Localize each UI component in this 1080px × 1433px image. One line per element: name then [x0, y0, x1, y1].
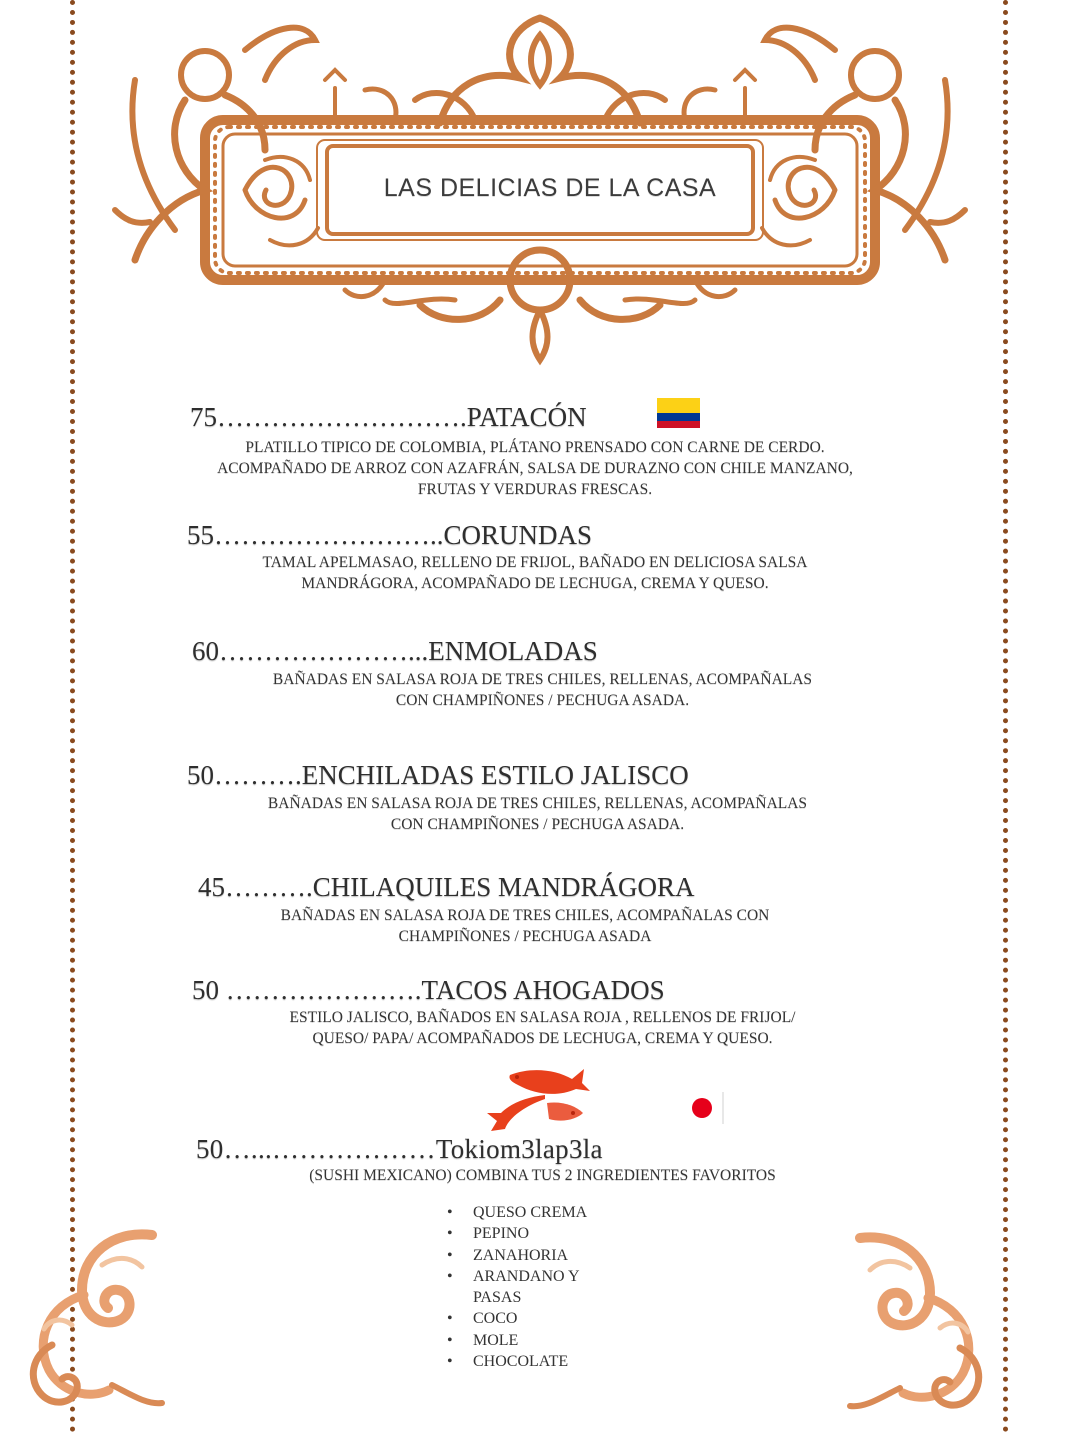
item-title: 50…...………………Tokiom3lap3la: [196, 1134, 603, 1164]
item-title: 50 ………………….TACOS AHOGADOS: [192, 975, 665, 1005]
colombia-flag-icon: [657, 398, 700, 428]
item-description: [175, 1007, 910, 1049]
ingredient-item: • QUESO CREMA: [445, 1202, 665, 1223]
item-description: [160, 552, 910, 594]
description-line: BAÑADAS EN SALASA ROJA DE TRES CHILES, RELLENAS, ACOMPAÑALAS: [272, 671, 813, 688]
corner-ornament-right: [840, 1228, 990, 1413]
item-description: [165, 793, 910, 835]
item-description: [170, 1165, 915, 1186]
item-description: [120, 437, 950, 500]
ingredients-list: [445, 1202, 665, 1372]
koi-fish-icon: [485, 1063, 593, 1135]
item-description: [180, 905, 870, 947]
left-dotted-border: [70, 0, 75, 1433]
description-line: BAÑADAS EN SALASA ROJA DE TRES CHILES, RELLENAS, ACOMPAÑALAS: [267, 795, 808, 812]
description-line: MANDRÁGORA, ACOMPAÑADO DE LECHUGA, CREMA Y QUESO.: [301, 575, 769, 592]
description-line: ACOMPAÑADO DE ARROZ CON AZAFRÁN, SALSA DE DURAZNO CON CHILE MANZANO,: [217, 460, 853, 477]
description-line: CON CHAMPIÑONES / PECHUGA ASADA.: [395, 692, 690, 709]
ingredient-item: • ZANAHORIA: [445, 1245, 665, 1266]
ingredient-item: • MOLE: [445, 1330, 665, 1351]
ingredient-item: • ARANDANO Y PASAS: [445, 1266, 613, 1309]
description-line: CHAMPIÑONES / PECHUGA ASADA: [398, 928, 652, 945]
japan-flag-icon: [680, 1092, 724, 1124]
description-line: CON CHAMPIÑONES / PECHUGA ASADA.: [390, 816, 685, 833]
description-line: BAÑADAS EN SALASA ROJA DE TRES CHILES, ACOMPAÑALAS CON: [280, 907, 770, 924]
ingredient-item: • CHOCOLATE: [445, 1351, 665, 1372]
description-line: PLATILLO TIPICO DE COLOMBIA, PLÁTANO PRENSADO CON CARNE DE CERDO.: [245, 439, 825, 456]
description-line: TAMAL APELMASAO, RELLENO DE FRIJOL, BAÑADO EN DELICIOSA SALSA: [262, 554, 808, 571]
header-title: LAS DELICIAS DE LA CASA: [383, 174, 717, 202]
item-title: 60…………………...ENMOLADAS: [192, 636, 598, 666]
item-title: 75……………………….PATACÓN: [190, 402, 587, 432]
corner-ornament-left: [22, 1225, 172, 1410]
description-line: QUESO/ PAPA/ ACOMPAÑADOS DE LECHUGA, CREMA Y QUESO.: [312, 1030, 773, 1047]
item-title: 55……………………..CORUNDAS: [187, 520, 593, 550]
item-title: 45……….CHILAQUILES MANDRÁGORA: [198, 872, 695, 902]
ingredient-item: • COCO: [445, 1308, 665, 1329]
item-title: 50……….ENCHILADAS ESTILO JALISCO: [187, 760, 689, 790]
description-line: FRUTAS Y VERDURAS FRESCAS.: [417, 481, 653, 498]
description-line: (SUSHI MEXICANO) COMBINA TUS 2 INGREDIENTES FAVORITOS: [309, 1167, 776, 1184]
item-description: [170, 669, 915, 711]
ingredient-item: • PEPINO: [445, 1223, 665, 1244]
right-dotted-border: [1003, 0, 1008, 1433]
description-line: ESTILO JALISCO, BAÑADOS EN SALASA ROJA , RELLENOS DE FRIJOL/: [289, 1009, 796, 1026]
